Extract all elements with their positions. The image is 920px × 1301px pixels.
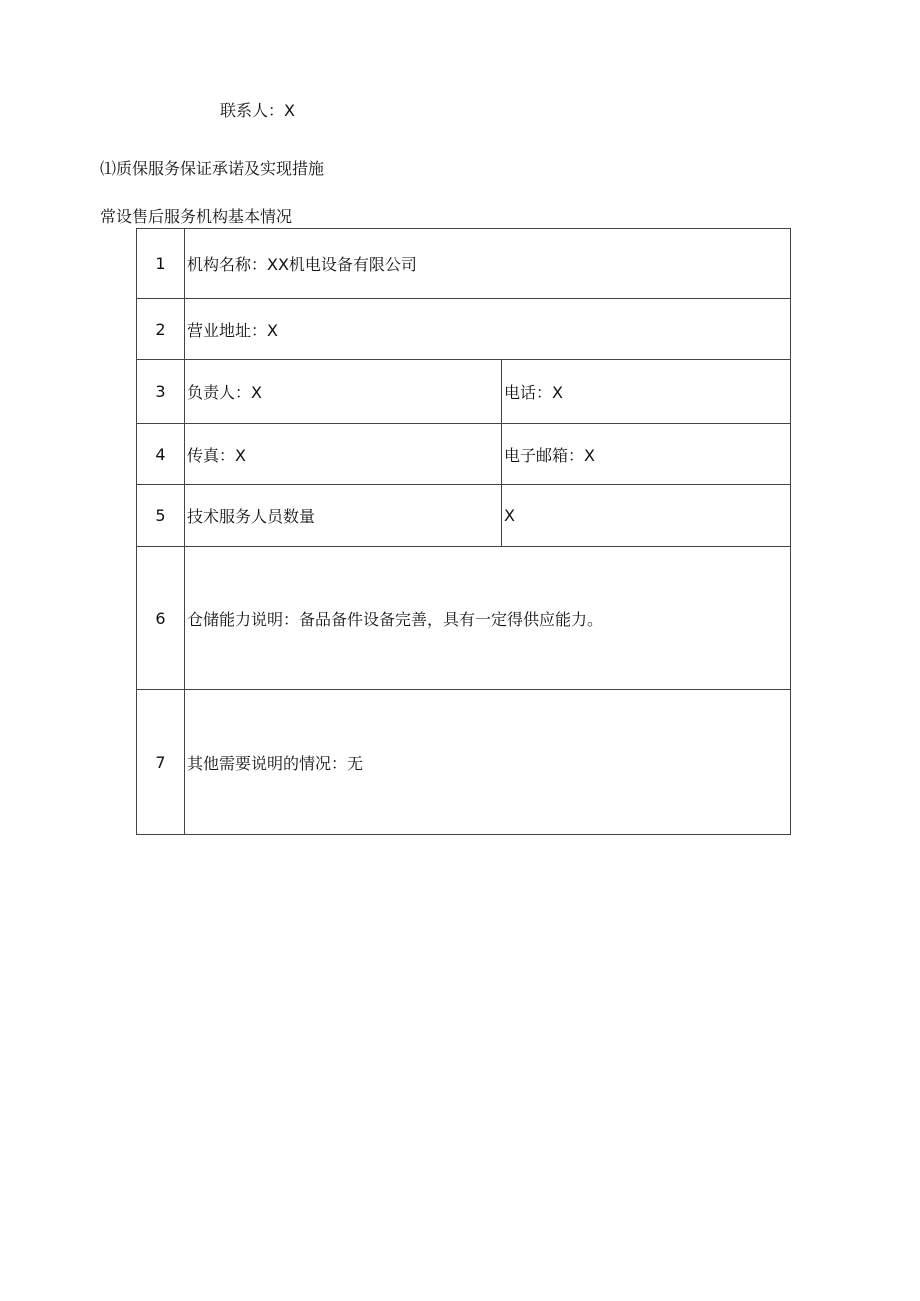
- other-notes-cell: 其他需要说明的情况：无: [185, 690, 791, 835]
- fax-cell: 传真：X: [185, 424, 502, 485]
- row-number: 4: [137, 424, 185, 485]
- row-number: 3: [137, 360, 185, 424]
- row-number: 1: [137, 229, 185, 299]
- table-caption: 常设售后服务机构基本情况: [100, 207, 293, 226]
- section-heading: ⑴质保服务保证承诺及实现措施: [100, 159, 325, 178]
- row-number: 7: [137, 690, 185, 835]
- person-in-charge-cell: 负责人：X: [185, 360, 502, 424]
- table-row: [137, 299, 791, 360]
- table-row: [137, 690, 791, 835]
- contact-person: 联系人：X: [220, 101, 295, 120]
- storage-capacity-cell: 仓储能力说明：备品备件设备完善，具有一定得供应能力。: [185, 547, 791, 690]
- institution-name-cell: 机构名称：XX机电设备有限公司: [185, 229, 791, 299]
- row-number: 5: [137, 485, 185, 547]
- table-row: [137, 424, 791, 485]
- staff-count-value-cell: X: [502, 485, 791, 547]
- business-address-cell: 营业地址：X: [185, 299, 791, 360]
- table-row: [137, 229, 791, 299]
- email-cell: 电子邮箱：X: [502, 424, 791, 485]
- table-row: [137, 360, 791, 424]
- service-info-table: [136, 228, 791, 835]
- row-number: 2: [137, 299, 185, 360]
- row-number: 6: [137, 547, 185, 690]
- staff-count-label-cell: 技术服务人员数量: [185, 485, 502, 547]
- phone-cell: 电话：X: [502, 360, 791, 424]
- table-row: [137, 485, 791, 547]
- table-row: [137, 547, 791, 690]
